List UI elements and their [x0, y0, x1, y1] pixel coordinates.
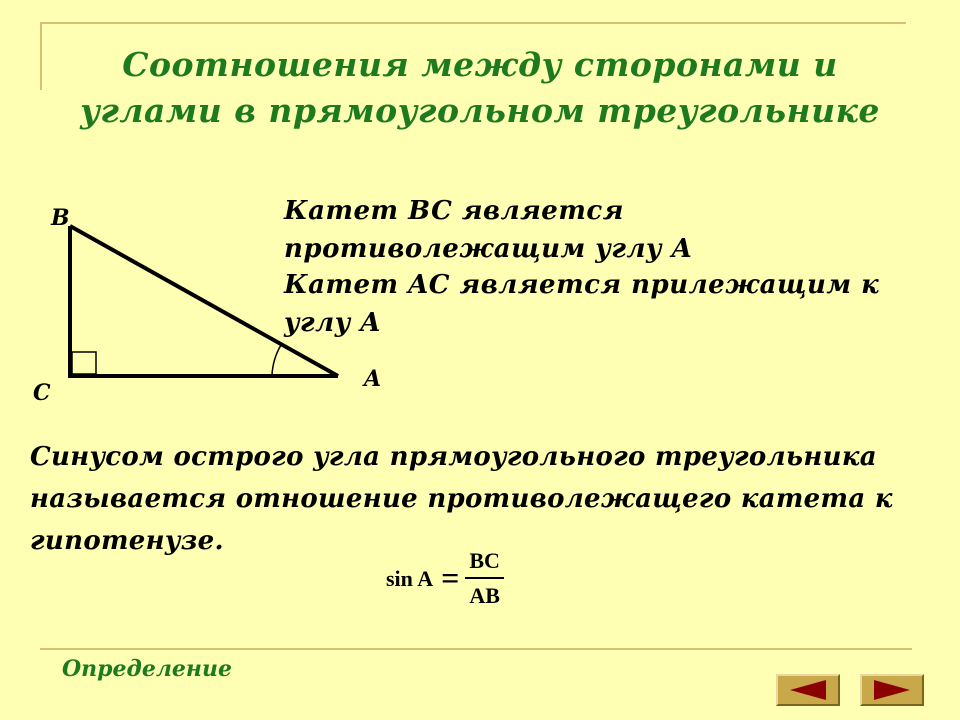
formula-lhs: sin A	[386, 565, 434, 591]
formula-fraction	[465, 548, 504, 609]
definition-link[interactable]: Определение	[62, 656, 232, 682]
slide-title: Соотношения между сторонами и углами в прямоугольном треугольнике	[80, 45, 880, 130]
vertex-c-label: C	[33, 380, 51, 406]
triangle-right-icon	[872, 679, 912, 701]
statement-opposite-leg: Катет BC является противолежащим углу A	[284, 196, 693, 264]
formula-numerator: BC	[465, 548, 504, 579]
next-slide-button[interactable]	[860, 674, 924, 706]
triangle-left-icon	[788, 679, 828, 701]
vertex-a-label: A	[364, 366, 382, 392]
formula-denominator: AB	[469, 583, 500, 608]
vertex-b-label: B	[51, 205, 70, 231]
sine-formula	[386, 548, 504, 609]
previous-slide-button[interactable]	[776, 674, 840, 706]
statement-adjacent-leg: Катет AC является прилежащим к углу A	[284, 270, 880, 338]
footer-divider	[40, 648, 912, 650]
right-angle-marker	[72, 352, 96, 374]
angle-a-arc	[272, 345, 281, 375]
sine-definition: Синусом острого угла прямоугольного треугольника называется отношение противолежащего катета к гипотенузе.	[30, 442, 893, 556]
formula-equals: =	[441, 560, 460, 596]
